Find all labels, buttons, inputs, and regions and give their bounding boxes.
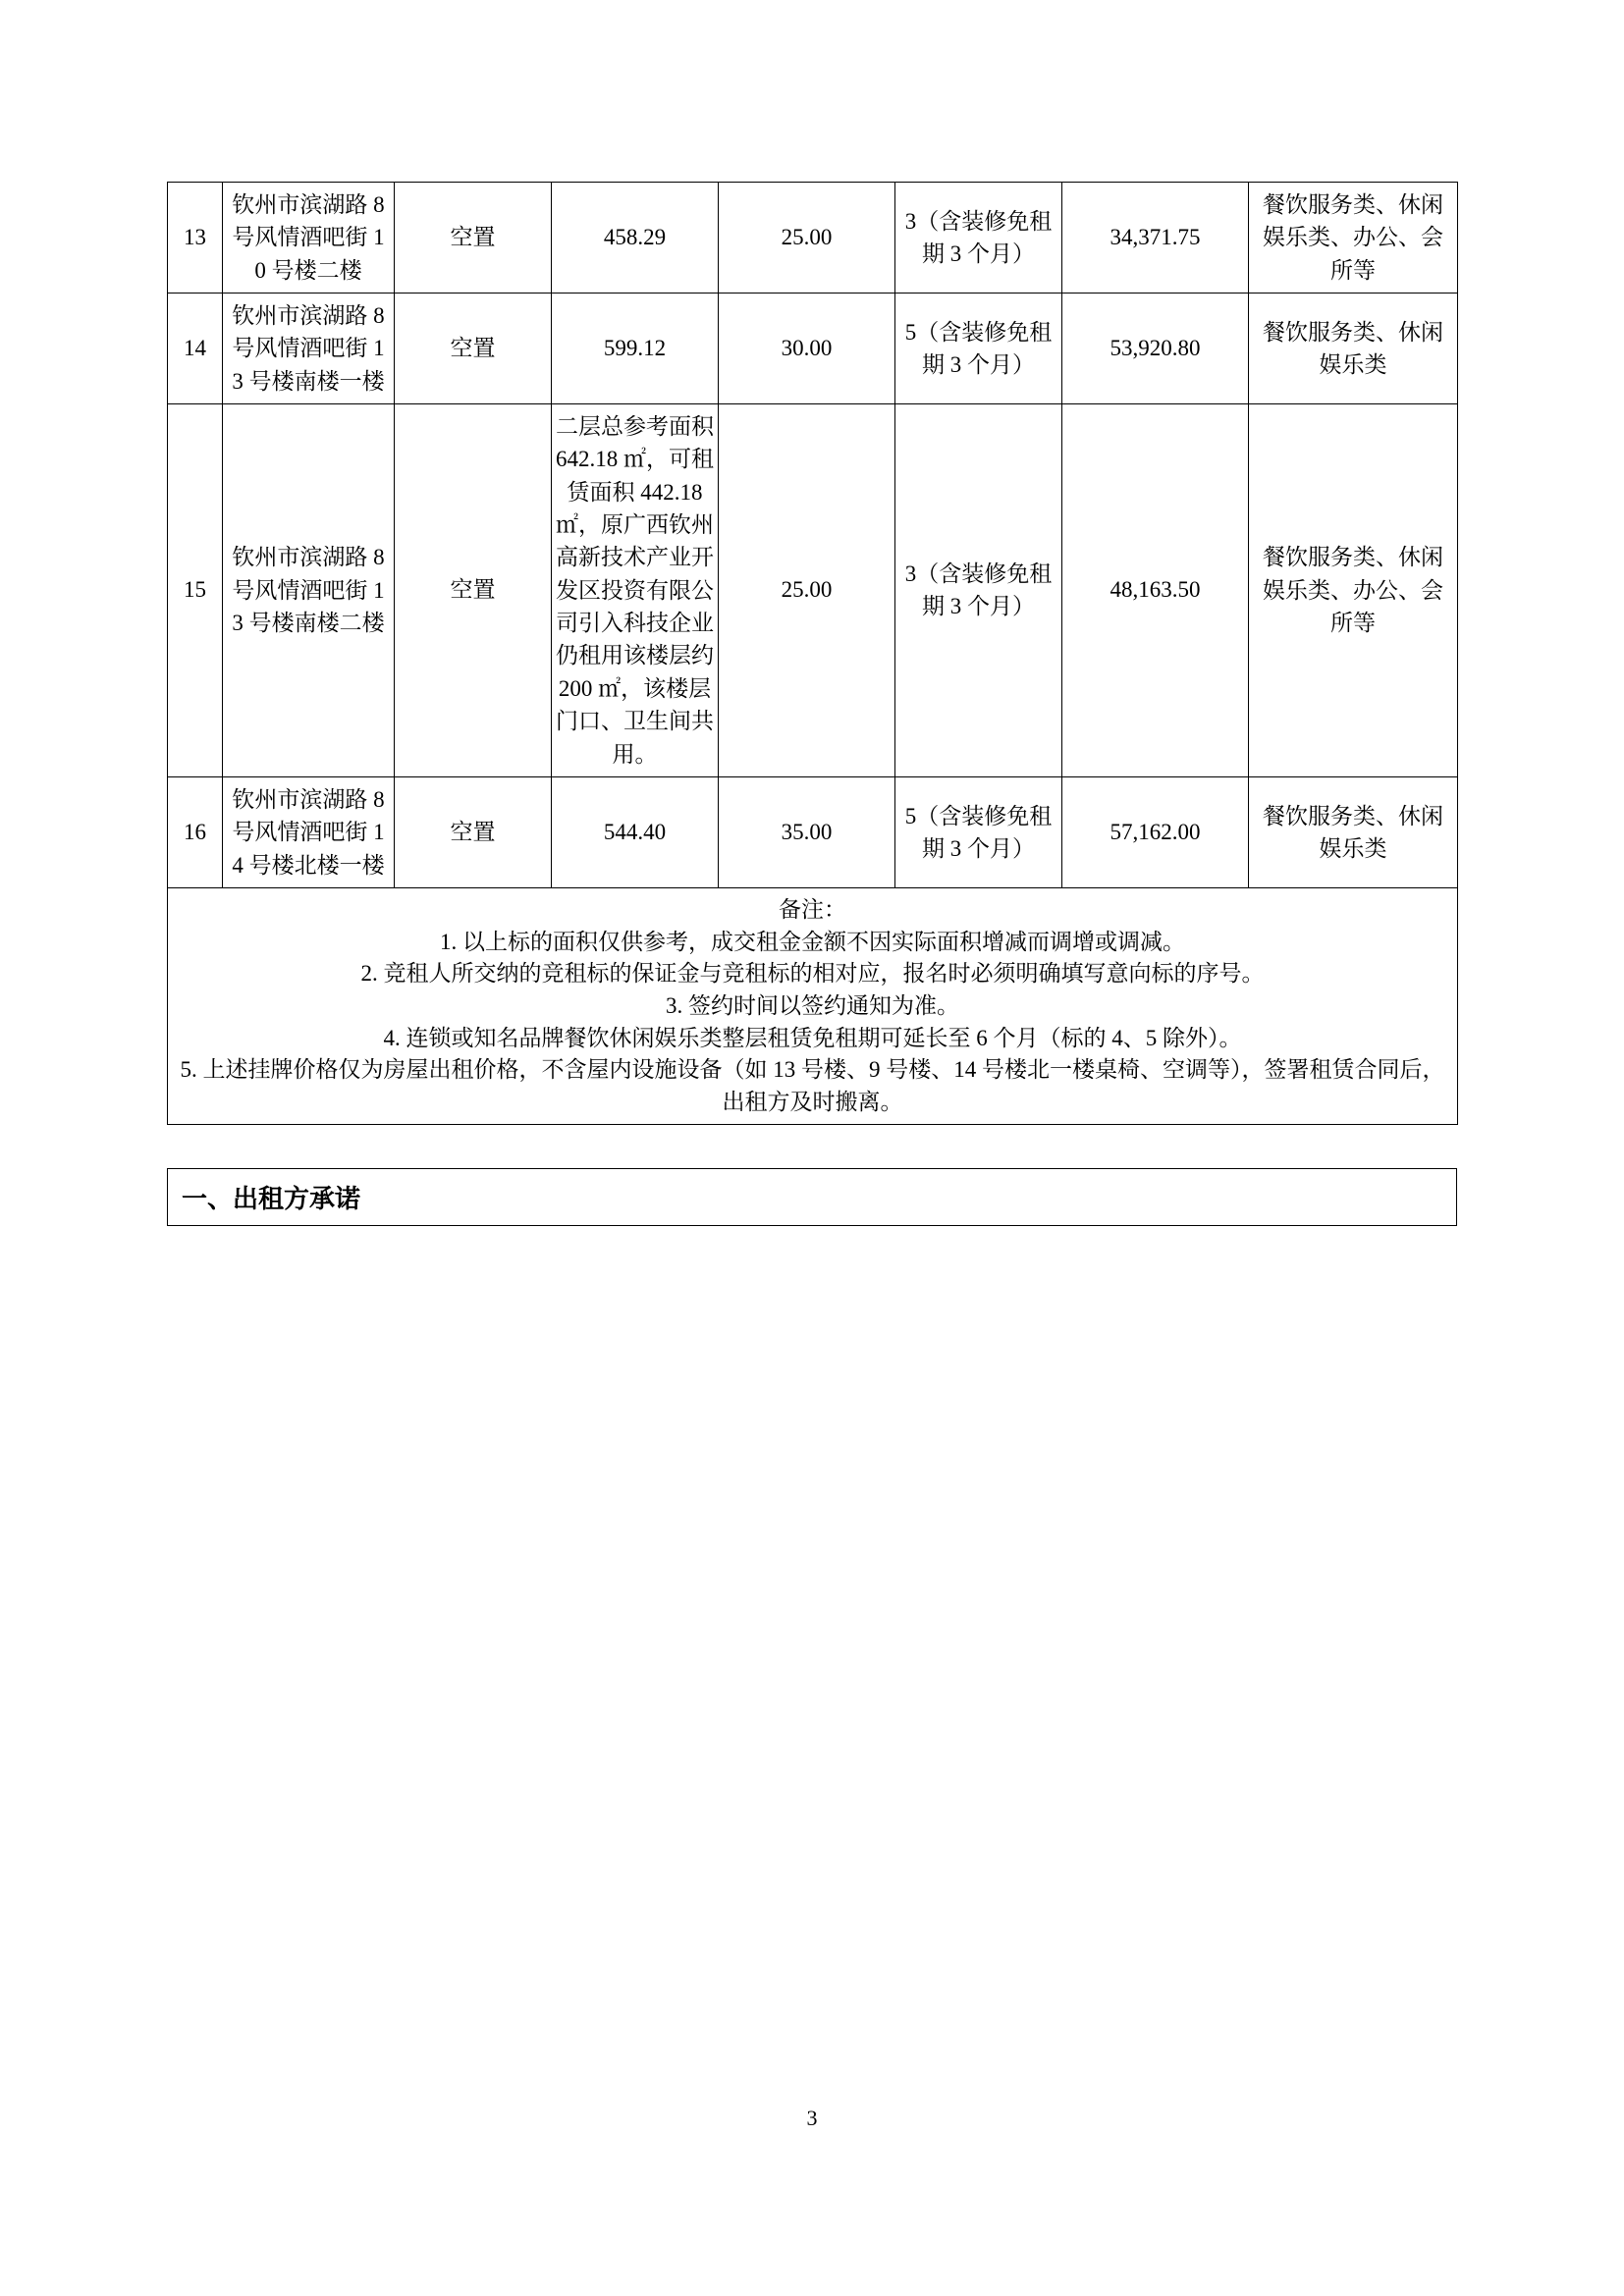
row-price: 25.00 — [719, 404, 895, 777]
row-area: 458.29 — [552, 183, 719, 294]
table-row — [168, 404, 1458, 777]
row-deposit: 34,371.75 — [1062, 183, 1249, 294]
row-area: 544.40 — [552, 776, 719, 887]
notes-line-1: 1. 以上标的面积仅供参考，成交租金金额不因实际面积增减而调增或调减。 — [440, 929, 1185, 954]
row-usage: 餐饮服务类、休闲娱乐类 — [1249, 776, 1458, 887]
row-status: 空置 — [395, 404, 552, 777]
section-heading-lessor-commitment — [167, 1168, 1457, 1226]
row-index: 16 — [168, 776, 223, 887]
row-location: 钦州市滨湖路 8 号风情酒吧街 10 号楼二楼 — [223, 183, 395, 294]
row-term: 5（含装修免租期 3 个月） — [895, 776, 1062, 887]
row-area: 二层总参考面积 642.18 ㎡，可租赁面积 442.18 ㎡，原广西钦州高新技术产业开发区投资有限公司引入科技企业仍租用该楼层约 200 ㎡，该楼层门口、卫生间共用。 — [552, 404, 719, 777]
row-deposit: 53,920.80 — [1062, 294, 1249, 404]
notes-line-3: 3. 签约时间以签约通知为准。 — [666, 992, 959, 1018]
row-location: 钦州市滨湖路 8 号风情酒吧街 13 号楼南楼一楼 — [223, 294, 395, 404]
row-price: 30.00 — [719, 294, 895, 404]
row-usage: 餐饮服务类、休闲娱乐类、办公、会所等 — [1249, 183, 1458, 294]
row-index: 13 — [168, 183, 223, 294]
rental-listing-table — [167, 182, 1458, 1125]
row-usage: 餐饮服务类、休闲娱乐类、办公、会所等 — [1249, 404, 1458, 777]
row-location: 钦州市滨湖路 8 号风情酒吧街 14 号楼北楼一楼 — [223, 776, 395, 887]
notes-line-2: 2. 竞租人所交纳的竞租标的保证金与竞租标的相对应，报名时必须明确填写意向标的序号。 — [360, 961, 1265, 987]
table-row — [168, 776, 1458, 887]
notes-row — [168, 887, 1458, 1125]
section-heading-text: 一、出租方承诺 — [182, 1185, 361, 1214]
notes-line-4: 4. 连锁或知名品牌餐饮休闲娱乐类整层租赁免租期可延长至 6 个月（标的 4、5 除外）。 — [383, 1025, 1242, 1050]
row-deposit: 48,163.50 — [1062, 404, 1249, 777]
notes-line-5: 5. 上述挂牌价格仅为房屋出租价格，不含屋内设施设备（如 13 号楼、9 号楼、14 号楼北一楼桌椅、空调等），签署租赁合同后，出租方及时搬离。 — [180, 1057, 1445, 1114]
row-term: 5（含装修免租期 3 个月） — [895, 294, 1062, 404]
table-row — [168, 183, 1458, 294]
row-index: 14 — [168, 294, 223, 404]
row-deposit: 57,162.00 — [1062, 776, 1249, 887]
table-notes — [168, 887, 1458, 1125]
row-term: 3（含装修免租期 3 个月） — [895, 404, 1062, 777]
row-area: 599.12 — [552, 294, 719, 404]
row-usage: 餐饮服务类、休闲娱乐类 — [1249, 294, 1458, 404]
row-index: 15 — [168, 404, 223, 777]
row-status: 空置 — [395, 294, 552, 404]
notes-title: 备注： — [779, 896, 846, 922]
row-price: 35.00 — [719, 776, 895, 887]
row-status: 空置 — [395, 183, 552, 294]
table-row — [168, 294, 1458, 404]
row-term: 3（含装修免租期 3 个月） — [895, 183, 1062, 294]
row-price: 25.00 — [719, 183, 895, 294]
row-status: 空置 — [395, 776, 552, 887]
page-number: 3 — [806, 2106, 818, 2130]
row-location: 钦州市滨湖路 8 号风情酒吧街 13 号楼南楼二楼 — [223, 404, 395, 777]
